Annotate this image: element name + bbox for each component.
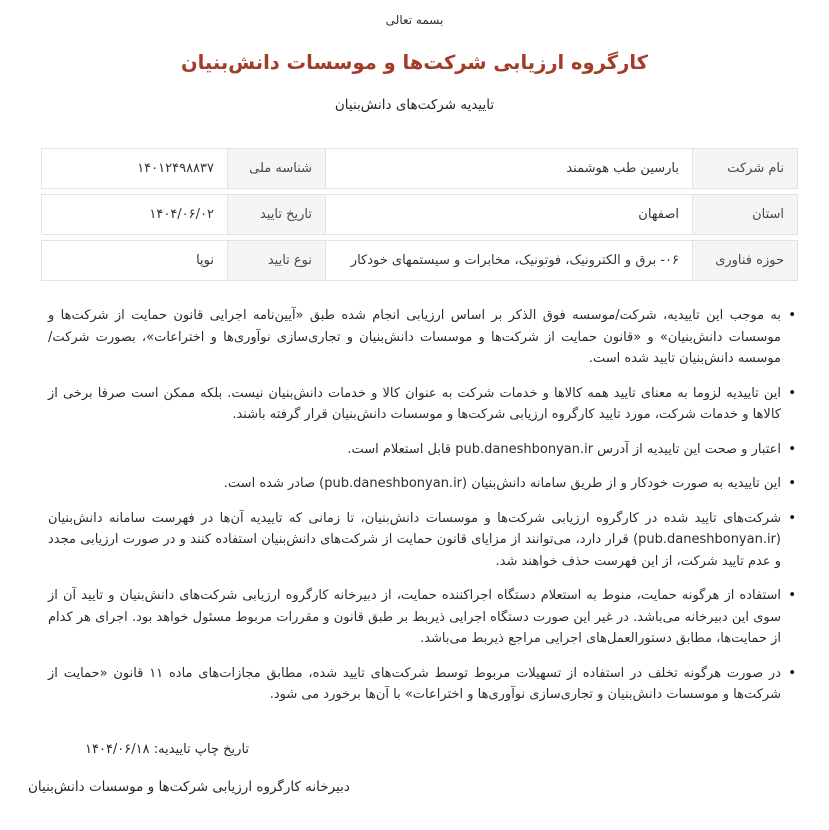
province-value: اصفهان xyxy=(325,194,693,235)
note-item xyxy=(46,305,796,370)
province-label: استان xyxy=(692,194,798,235)
page-title: کارگروه ارزیابی شرکت‌ها و موسسات دانش‌بنیان xyxy=(180,51,649,74)
note-item xyxy=(46,663,796,706)
tech-field-value: ۰۶- برق و الکترونیک، فوتونیک، مخابرات و سیستمهای خودکار xyxy=(325,240,693,281)
approval-type-label: نوع تایید xyxy=(227,240,326,281)
notes-list xyxy=(46,305,796,706)
company-name-value: بارسین طب هوشمند xyxy=(325,148,693,189)
note-item xyxy=(46,585,796,650)
approval-date-value: ۱۴۰۴/۰۶/۰۲ xyxy=(41,194,228,235)
bullet-icon: • xyxy=(788,665,796,681)
table-row xyxy=(41,240,798,281)
note-item xyxy=(46,439,796,461)
approval-date-label: تاریخ تایید xyxy=(227,194,326,235)
note-text: به موجب این تاییدیه، شرکت/موسسه فوق الذکر بر اساس ارزیابی انجام شده طبق «آیین‌نامه اجرایی قانون حمایت از شرکت‌ها و موسسات دانش‌بنیان» و «قانون حمایت از شرکت‌ها و موسسات دانش‌بنیان و تجاری‌سازی نوآوری‌ها و اختراعات»، بصورت شرکت/موسسه دانش‌بنیان تایید شده است. xyxy=(48,308,781,366)
note-text: استفاده از هرگونه حمایت، منوط به استعلام دستگاه اجراکننده حمایت، از دبیرخانه کارگروه ارزیابی شرکت‌های دانش‌بنیان و تایید آن از سوی این دبیرخانه می‌باشد. در غیر این صورت دستگاه اجرایی ذیربط بر طبق قانون و مقررات مربوط مسئول خواهد بود. اجرای هر کدام از حمایت‌ها، مطابق دستورالعمل‌های اجرایی مراجع ذیربط می‌باشد. xyxy=(48,588,781,646)
company-info-table xyxy=(41,148,798,281)
secretariat-label: دبیرخانه کارگروه ارزیابی شرکت‌ها و موسسات دانش‌بنیان xyxy=(28,779,350,795)
tech-field-label: حوزه فناوری xyxy=(692,240,798,281)
note-text: این تاییدیه لزوما به معنای تایید همه کالاها و خدمات شرکت به عنوان کالا و خدمات دانش‌بنیان نیست. بلکه ممکن است صرفا برخی از کالاها و خدمات شرکت، مورد تایید کارگروه ارزیابی شرکت‌ها و موسسات دانش‌بنیان قرار گرفته باشند. xyxy=(48,385,781,422)
note-item xyxy=(46,473,796,495)
bullet-icon: • xyxy=(788,308,796,323)
approval-type-value: نوپا xyxy=(41,240,228,281)
company-name-label: نام شرکت xyxy=(692,148,798,189)
print-date: تاریخ چاپ تاییدیه: ۱۴۰۴/۰۶/۱۸ xyxy=(85,742,250,757)
bullet-icon: • xyxy=(788,385,796,401)
note-item xyxy=(46,383,796,426)
national-id-label: شناسه ملی xyxy=(227,148,326,189)
note-text: شرکت‌های تایید شده در کارگروه ارزیابی شرکت‌ها و موسسات دانش‌بنیان، تا زمانی که تاییدیه آن‌ها در فهرست سامانه دانش‌بنیان (pub.daneshbonyan.ir) قرار دارد، می‌توانند از مزایای قانون حمایت از شرکت‌های دانش‌بنیان استفاده کنند و در صورت ارزیابی مجدد و عدم تایید شرکت، از این فهرست حذف خواهند شد. xyxy=(48,510,781,569)
note-text: اعتبار و صحت این تاییدیه از آدرس pub.daneshbonyan.ir قابل استعلام است. xyxy=(347,441,781,457)
bullet-icon: • xyxy=(788,588,796,603)
bismillah-text: بسمه تعالی xyxy=(385,13,444,27)
bullet-icon: • xyxy=(788,476,796,491)
table-row xyxy=(41,148,798,189)
bullet-icon: • xyxy=(788,441,796,457)
note-text: در صورت هرگونه تخلف در استفاده از تسهیلات مربوط توسط شرکت‌های تایید شده، مطابق مجازات‌های ماده ۱۱ قانون «حمایت از شرکت‌ها و موسسات دانش‌بنیان و تجاری‌سازی نوآوری‌ها و اختراعات» با آن‌ها برخورد می شود. xyxy=(48,665,781,702)
note-text: این تاییدیه به صورت خودکار و از طریق سامانه دانش‌بنیان (pub.daneshbonyan.ir) صادر شده است. xyxy=(223,476,781,491)
table-row xyxy=(41,194,798,235)
note-item xyxy=(46,508,796,573)
page-subtitle: تاییدیه شرکت‌های دانش‌بنیان xyxy=(334,97,495,113)
bullet-icon: • xyxy=(788,510,796,526)
national-id-value: ۱۴۰۱۲۴۹۸۸۳۷ xyxy=(41,148,228,189)
